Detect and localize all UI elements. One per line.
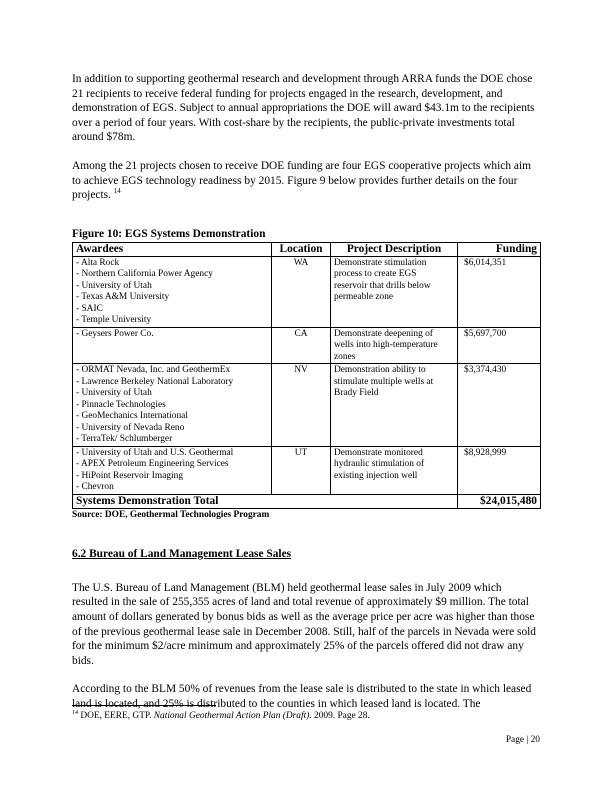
awardee-item: - GeoMechanics International: [76, 411, 188, 422]
table-body: [73, 256, 541, 494]
awardee-item: - University of Utah and U.S. Geothermal: [76, 447, 234, 458]
description-cell: [331, 446, 458, 494]
awardee-item: - University of Utah: [76, 388, 152, 399]
paragraph-3: The U.S. Bureau of Land Management (BLM) held geothermal lease sales in July 2009 which resulted in the sale of 255,355 acres of land and total revenue of approximately $9 million. The total amount of dollars generated by bonus bids as well as the average price per acre was higher than those of the previous geothermal lease sale in December 2008. Still, half of the parcels in Nevada were sold for the minimum $2/acre minimum and approximately 25% of the parcels offered did not draw any bids.: [72, 581, 537, 667]
footnote: [72, 710, 370, 722]
awardee-item: - Chevron: [76, 482, 114, 493]
description-line: Demonstrate deepening of: [334, 328, 433, 339]
page-body: [72, 72, 540, 712]
awardee-item: - Texas A&M University: [76, 292, 170, 303]
description-cell: [331, 364, 458, 447]
location-cell: WA: [272, 256, 331, 327]
description-line: permeable zone: [334, 292, 394, 303]
description-line: Demonstrate monitored: [334, 447, 423, 458]
paragraph-4: According to the BLM 50% of revenues from the lease sale is distributed to the state in which leased land is located, and 25% is distributed to the counties in which leased land is located. The: [72, 683, 532, 710]
footnote-suffix: 2009. Page 28.: [314, 711, 370, 721]
funding-cell: $3,374,430: [458, 364, 541, 447]
awardee-item: - Lawrence Berkeley National Laboratory: [76, 376, 234, 387]
total-value: $24,015,480: [458, 494, 541, 508]
table-total-row: [73, 494, 541, 508]
awardee-item: - Alta Rock: [76, 257, 120, 268]
description-line: Brady Field: [334, 388, 379, 399]
table-row: [73, 256, 541, 327]
egs-demonstration-table: [72, 242, 541, 509]
location-cell: UT: [272, 446, 331, 494]
figure-title: Figure 10: EGS Systems Demonstration: [72, 227, 266, 240]
table-source: Source: DOE, Geothermal Technologies Program: [72, 509, 270, 520]
awardee-item: - Temple University: [76, 315, 152, 326]
footnote-ref[interactable]: 14: [113, 187, 121, 196]
footnote-divider: [72, 705, 216, 706]
section-heading: 6.2 Bureau of Land Management Lease Sales: [72, 547, 292, 560]
awardee-item: - University of Nevada Reno: [76, 422, 185, 433]
funding-cell: $6,014,351: [458, 256, 541, 327]
funding-cell: $8,928,999: [458, 446, 541, 494]
location-cell: NV: [272, 364, 331, 447]
awardee-item: - ORMAT Nevada, Inc. and GeothermEx: [76, 365, 231, 376]
awardees-cell: [73, 256, 272, 327]
funding-cell: $5,697,700: [458, 327, 541, 364]
awardees-cell: [73, 364, 272, 447]
paragraph-1: In addition to supporting geothermal research and development through ARRA funds the DOE chose 21 recipients to receive federal funding for projects engaged in the research, development, and demonstration of EGS. Subject to annual appropriations the DOE will award $43.1m to the recipients over a period of four years. With cost-share by the recipients, the public-private investments total around $78m.: [72, 73, 535, 144]
paragraph-2: [72, 159, 540, 203]
total-label: Systems Demonstration Total: [73, 494, 458, 508]
awardees-cell: [73, 327, 272, 364]
awardee-item: - SAIC: [76, 303, 103, 314]
header-awardees: Awardees: [73, 242, 272, 256]
table-row: [73, 364, 541, 447]
header-funding: Funding: [458, 242, 541, 256]
awardee-item: - TerraTek/ Schlumberger: [76, 434, 173, 445]
header-location: Location: [272, 242, 331, 256]
description-line: hydraulic stimulation of: [334, 459, 425, 470]
description-line: existing injection well: [334, 470, 418, 481]
description-line: reservoir that drills below: [334, 280, 431, 291]
awardees-cell: [73, 446, 272, 494]
description-line: Demonstration ability to: [334, 365, 426, 376]
description-line: zones: [334, 351, 356, 362]
table-row: [73, 446, 541, 494]
table-header-row: [73, 242, 541, 256]
awardee-item: - APEX Petroleum Engineering Services: [76, 459, 229, 470]
awardee-item: - HiPoint Reservoir Imaging: [76, 470, 184, 481]
footnote-number: 14: [72, 710, 78, 716]
awardee-item: - Geysers Power Co.: [76, 328, 154, 339]
description-cell: [331, 256, 458, 327]
location-cell: CA: [272, 327, 331, 364]
page-number: Page | 20: [505, 735, 540, 745]
description-line: Demonstrate stimulation: [334, 257, 427, 268]
awardee-item: - Pinnacle Technologies: [76, 399, 166, 410]
awardee-item: - University of Utah: [76, 280, 152, 291]
description-line: stimulate multiple wells at: [334, 376, 434, 387]
description-line: process to create EGS: [334, 269, 417, 280]
paragraph-2-text: Among the 21 projects chosen to receive DOE funding are four EGS cooperative projects which aim to achieve EGS technology readiness by 2015. Figure 9 below provides further details on the four projects.: [72, 159, 531, 202]
footnote-prefix: DOE, EERE, GTP.: [80, 711, 152, 721]
description-line: wells into high-temperature: [334, 340, 438, 351]
header-description: Project Description: [331, 242, 458, 256]
description-cell: [331, 327, 458, 364]
footnote-title: National Geothermal Action Plan (Draft).: [153, 711, 312, 721]
table-row: [73, 327, 541, 364]
awardee-item: - Northern California Power Agency: [76, 269, 213, 280]
